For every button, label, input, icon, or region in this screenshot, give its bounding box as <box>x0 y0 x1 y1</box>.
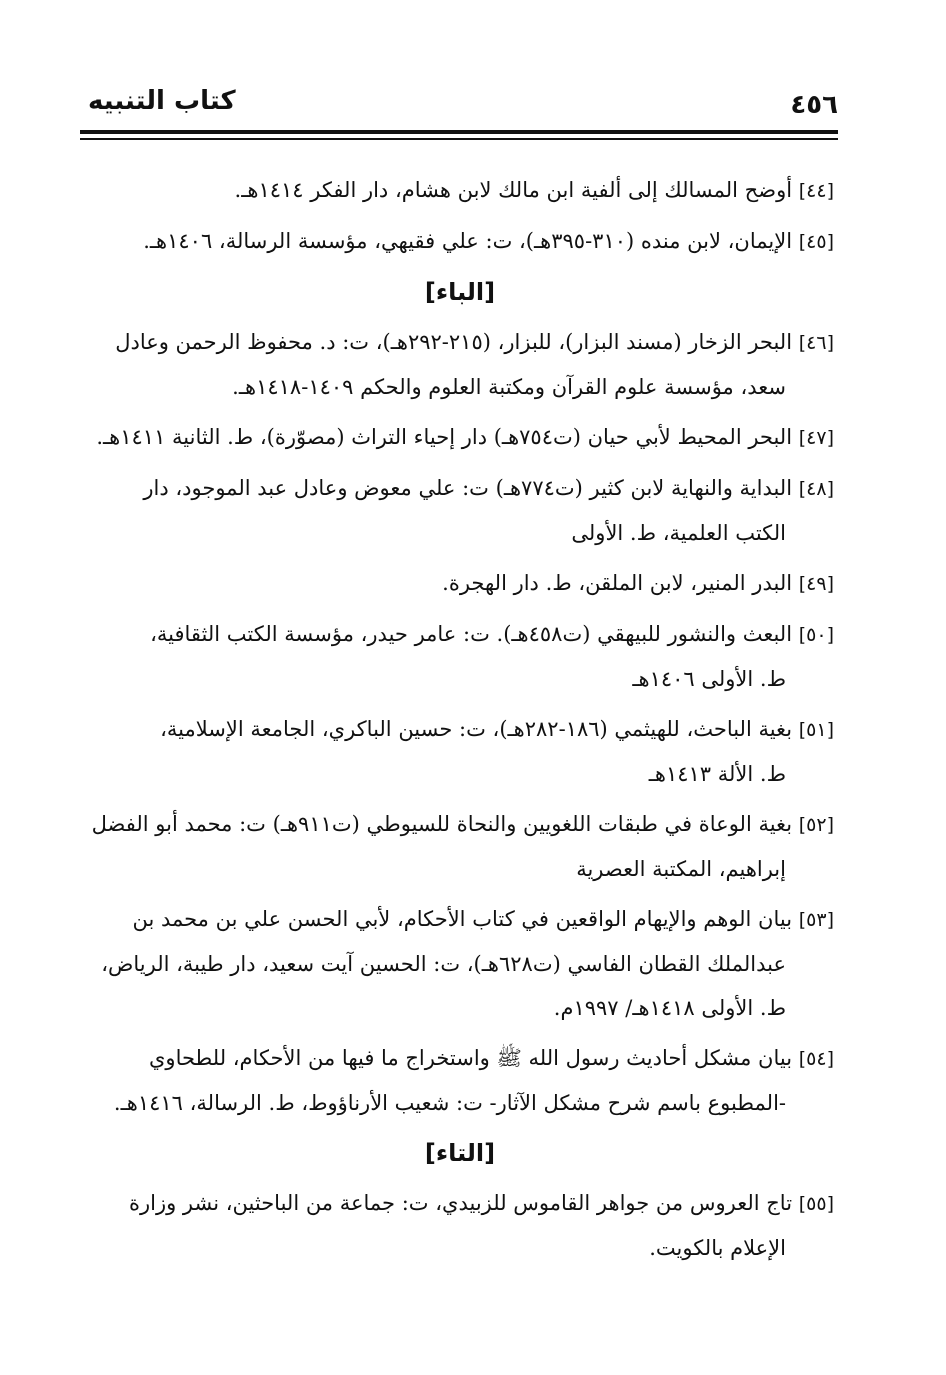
entry-continuation: سعد، مؤسسة علوم القرآن ومكتبة العلوم والحكم ١٤٠٩-١٤١٨هـ. <box>232 375 786 399</box>
page-header <box>80 84 838 124</box>
bibliography-entry <box>86 707 834 796</box>
entry-continuation: إبراهيم، المكتبة العصرية <box>576 857 786 881</box>
section-heading-baa: [الباء] <box>424 278 496 306</box>
bibliography-entry <box>86 802 834 891</box>
entry-text: البداية والنهاية لابن كثير (ت٧٧٤هـ) ت: علي معوض وعادل عبد الموجود، دار <box>143 476 793 500</box>
entry-continuation: عبدالملك القطان الفاسي (ت٦٢٨هـ)، ت: الحسين آيت سعيد، دار طيبة، الرياض، <box>101 952 786 976</box>
entry-continuation: ط. الأولى ١٤٠٦هـ <box>632 667 786 691</box>
entry-continuation: -المطبوع باسم شرح مشكل الآثار- ت: شعيب الأرناؤوط، ط. الرسالة، ١٤١٦هـ. <box>113 1091 786 1115</box>
entry-number: [٤٤] <box>798 180 834 202</box>
entry-number: [٥٣] <box>798 909 834 931</box>
bibliography-entry <box>86 897 834 1030</box>
bibliography-entry <box>86 219 834 264</box>
entry-text: بيان الوهم والإيهام الواقعين في كتاب الأحكام، لأبي الحسن علي بن محمد بن <box>132 907 793 931</box>
entry-text: الإيمان، لابن منده (٣١٠-٣٩٥هـ)، ت: علي فقيهي، مؤسسة الرسالة، ١٤٠٦هـ. <box>143 229 793 253</box>
entry-text: البدر المنير، لابن الملقن، ط. دار الهجرة. <box>442 571 793 595</box>
entry-number: [٤٦] <box>798 332 834 354</box>
entry-number: [٥١] <box>798 719 834 741</box>
bibliography-entry <box>86 1036 834 1125</box>
entry-number: [٥٤] <box>798 1048 834 1070</box>
entry-number: [٥٥] <box>798 1193 834 1215</box>
entry-number: [٤٥] <box>798 231 834 253</box>
entry-text: بيان مشكل أحاديث رسول الله ﷺ واستخراج ما فيها من الأحكام، للطحاوي <box>148 1046 793 1070</box>
bibliography-entry <box>86 612 834 701</box>
entry-number: [٤٧] <box>798 427 834 449</box>
entry-number: [٥٢] <box>798 814 834 836</box>
bibliography-entry <box>86 1181 834 1270</box>
entry-text: البحر المحيط لأبي حيان (ت٧٥٤هـ) دار إحياء التراث (مصوّرة)، ط. الثانية ١٤١١هـ. <box>96 425 793 449</box>
entry-continuation: ط. الألة ١٤١٣هـ <box>648 762 786 786</box>
bibliography-entry <box>86 320 834 409</box>
entry-continuation: الإعلام بالكويت. <box>649 1236 786 1260</box>
entry-number: [٤٨] <box>798 478 834 500</box>
bibliography-entry <box>86 561 834 606</box>
section-heading-taa: [التاء] <box>424 1139 496 1167</box>
entry-number: [٥٠] <box>798 624 834 646</box>
bibliography-entry <box>86 415 834 460</box>
entry-continuation: ط. الأولى ١٤١٨هـ/ ١٩٩٧م. <box>553 996 786 1020</box>
header-rule-thin <box>80 138 838 140</box>
bibliography-entry <box>86 168 834 213</box>
entry-text: أوضح المسالك إلى ألفية ابن مالك لابن هشام، دار الفكر ١٤١٤هـ. <box>234 178 793 202</box>
entry-text: تاج العروس من جواهر القاموس للزبيدي، ت: جماعة من الباحثين، نشر وزارة <box>128 1191 793 1215</box>
bibliography-list <box>86 168 834 1276</box>
bibliography-entry <box>86 466 834 555</box>
entry-text: البحر الزخار (مسند البزار)، للبزار، (٢١٥-٢٩٢هـ)، ت: د. محفوظ الرحمن وعادل <box>115 330 793 354</box>
entry-text: بغية الوعاة في طبقات اللغويين والنحاة للسيوطي (ت٩١١هـ) ت: محمد أبو الفضل <box>91 812 793 836</box>
entry-text: بغية الباحث، للهيثمي (١٨٦-٢٨٢هـ)، ت: حسين الباكري، الجامعة الإسلامية، <box>160 717 793 741</box>
header-rule-thick <box>80 130 838 134</box>
page-number: ٤٥٦ <box>790 90 838 120</box>
entry-text: البعث والنشور للبيهقي (ت٤٥٨هـ). ت: عامر حيدر، مؤسسة الكتب الثقافية، <box>150 622 793 646</box>
entry-number: [٤٩] <box>798 573 834 595</box>
entry-continuation: الكتب العلمية، ط. الأولى <box>571 521 786 545</box>
running-title: كتاب التنبيه <box>88 86 236 116</box>
